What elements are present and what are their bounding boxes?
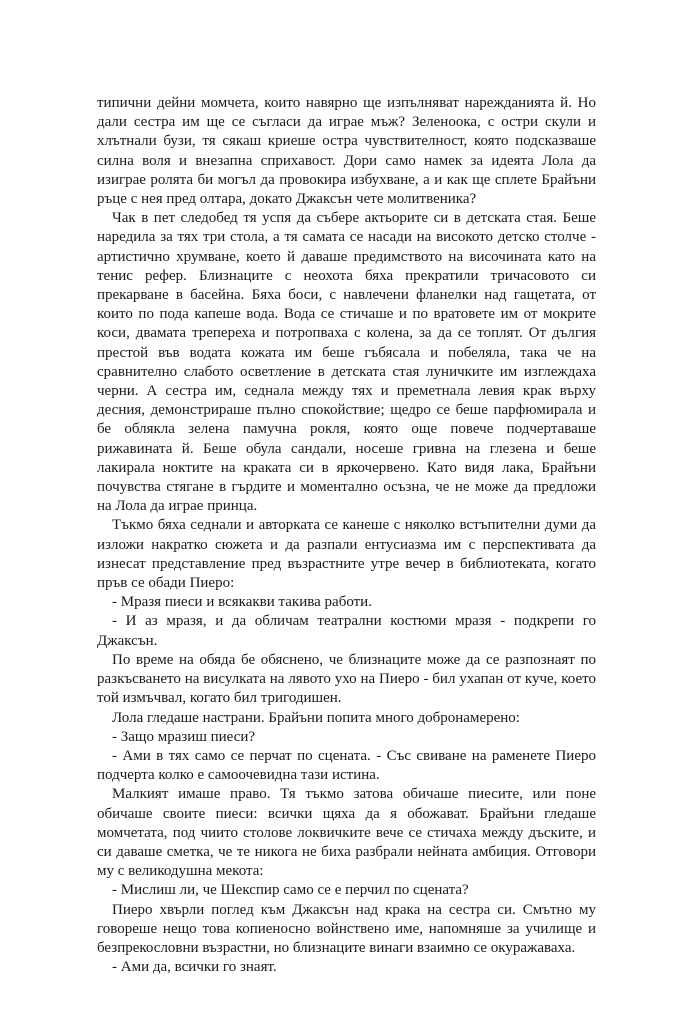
paragraph: Малкият имаше право. Тя тъкмо затова обичаше пиесите, или поне обичаше своите пиеси: всички щяха да я обожават. Брайъни гледаше момчетата, под чиито столове локвичките вече се стичаха между дъските, и си даваше сметка, че те никога не биха разбрали нейната амбиция. Отговори му с великодушна мекота: <box>97 786 596 880</box>
dialogue-line: - Защо мразиш пиеси? <box>112 728 256 745</box>
dialogue-line: - Ами в тях само се перчат по сцената. - Със свиване на раменете Пиеро подчерта колко е самоочевидна тази истина. <box>97 747 596 784</box>
paragraph: Чак в пет следобед тя успя да събере актьорите си в детската стая. Беше наредила за тях три стола, а тя самата се насади на високото детско столче - артистично хрумване, което й даваше предимството на височината като на тенис рефер. Близнаците с неохота бяха прекратили тричасовото си прекарване в басейна. Бяха боси, с навлечени фланелки над гащетата, от които по пода капеше вода. Вода се стичаше и по вратовете им от мокрите коси, двамата трепереха и потропваха с колена, за да се топлят. От дългия престой във водата кожата им беше гъбясала и побеляла, така че на сравнително слабото осветление в детската стая луничките им изглеждаха черни. А сестра им, седнала между тях и преметнала левия крак върху десния, демонстрираше пълно спокойствие; щедро се беше парфюмирала и бе облякла зелена памучна рокля, която още повече подчертаваше рижавината й. Беше обула сандали, носеше гривна на глезена и беше лакирала ноктите на краката си в яркочервено. Като видя лака, Брайъни почувства стягане в гърдите и моментално осъзна, че не може да предложи на Лола да играе принца. <box>97 210 596 515</box>
paragraph: Пиеро хвърли поглед към Джаксън над крака на сестра си. Смътно му говореше нещо това копиеносно войнствено име, напомняше за училище и безпрекословни възрастни, но близнаците винаги взаимно се окуражаваха. <box>97 901 596 956</box>
dialogue-line: - Мразя пиеси и всякакви такива работи. <box>112 594 372 611</box>
body-text <box>97 94 596 977</box>
paragraph: Лола гледаше настрани. Брайъни попита много добронамерено: <box>112 709 520 726</box>
paragraph: Тъкмо бяха седнали и авторката се канеше с няколко встъпителни думи да изложи накратко сюжета и да разпали ентусиазма им с перспективата да изнесат представление пред възрастните утре вечер в библиотеката, когато пръв се обади Пиеро: <box>97 517 596 592</box>
paragraph: По време на обяда бе обяснено, че близнаците може да се разпознаят по разкъсването на висулката на лявото ухо на Пиеро - бил ухапан от куче, което той измъчвал, когато бил тригодишен. <box>97 651 596 707</box>
dialogue-line: - И аз мразя, и да обличам театрални костюми мразя - подкрепи го Джаксън. <box>97 613 596 649</box>
paragraph: типични дейни момчета, които навярно ще изпълняват нарежданията й. Но дали сестра им ще се съгласи да играе мъж? Зеленоока, с остри скули и хлътнали бузи, тя сякаш криеше остра чувствителност, която подсказваше силна воля и внезапна сприхавост. Дори само намек за идеята Лола да изиграе ролята би могъл да провокира избухване, а и как ще сплете Брайъни ръце с нея пред олтара, докато Джаксън чете молитвеника? <box>97 95 596 208</box>
dialogue-line: - Ами да, всички го знаят. <box>112 959 277 976</box>
dialogue-line: - Мислиш ли, че Шекспир само се е перчил по сцената? <box>112 882 469 899</box>
